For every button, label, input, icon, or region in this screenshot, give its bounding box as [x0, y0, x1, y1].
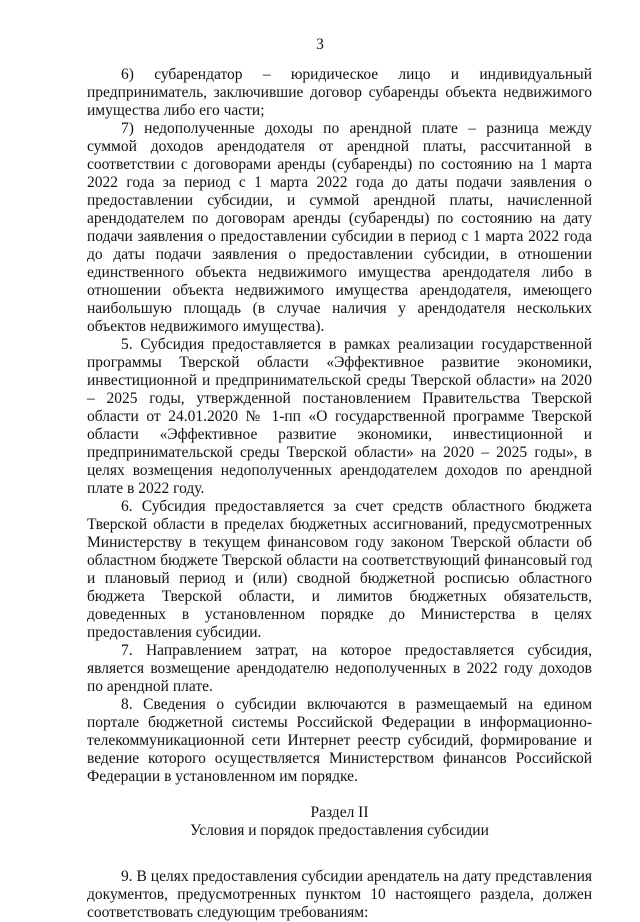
paragraph-point-7: 7. Направлением затрат, на которое предоставляется субсидия, является возмещение арендодателю недополученных в 2022 году доходов по арендной плате.: [87, 642, 592, 695]
paragraph-point-6: 6. Субсидия предоставляется за счет средств областного бюджета Тверской области в пределах бюджетных ассигнований, предусмотренных Министерству в текущем финансовом году законом Тверской области об областном бюджете Тверской области на соответствующий финансовый год и плановый период и (или) сводной бюджетной росписью областного бюджета Тверской области, и лимитов бюджетных обязательств, доведенных в установленном порядке до Министерства в целях предоставления субсидии.: [87, 498, 592, 641]
section-number: Раздел II: [310, 804, 369, 821]
paragraph-point-5: 5. Субсидия предоставляется в рамках реализации государственной программы Тверской области «Эффективное развитие экономики, инвестиционной и предпринимательской среды Тверской области» на 2020 – 2025 годы, утвержденной постановлением Правительства Тверской области от 24.01.2020 № 1-пп «О государственной программе Тверской области «Эффективное развитие экономики, инвестиционной и предпринимательской среды Тверской области» на 2020 – 2025 годы», в целях возмещения недополученных арендодателем доходов по арендной плате в 2022 году.: [87, 336, 592, 497]
paragraph-point-8: 8. Сведения о субсидии включаются в размещаемый на едином портале бюджетной системы Российской Федерации в информационно-телекоммуникационной сети Интернет реестр субсидий, формирование и ведение которого осуществляется Министерством финансов Российской Федерации в установленном им порядке.: [87, 696, 592, 785]
document-body: [87, 66, 592, 922]
section-heading: [87, 804, 592, 840]
paragraph-item-7-lost-income: 7) недополученные доходы по арендной плате – разница между суммой доходов арендодателя от арендной платы, рассчитанной в соответствии с договорами аренды (субаренды) по состоянию на 1 марта 2022 года за период с 1 марта 2022 года до даты подачи заявления о предоставлении субсидии, и суммой арендной платы, начисленной арендодателем по договорам аренды (субаренды) по состоянию на дату подачи заявления о предоставлении субсидии в период с 1 марта 2022 года до даты подачи заявления о предоставлении субсидии, в отношении единственного объекта недвижимого имущества арендодателя либо в отношении объекта недвижимого имущества арендодателя, имеющего наибольшую площадь (в случае наличия у арендодателя нескольких объектов недвижимого имущества).: [87, 120, 592, 335]
paragraph-point-9: 9. В целях предоставления субсидии арендатель на дату представления документов, предусмотренных пунктом 10 настоящего раздела, должен соответствовать следующим требованиям:: [87, 868, 592, 921]
paragraph-item-6-subtenant: 6) субарендатор – юридическое лицо и индивидуальный предприниматель, заключившие договор субаренды объекта недвижимого имущества либо его части;: [87, 66, 592, 119]
section-title: Условия и порядок предоставления субсидии: [190, 822, 489, 839]
page-number: 3: [316, 36, 324, 53]
